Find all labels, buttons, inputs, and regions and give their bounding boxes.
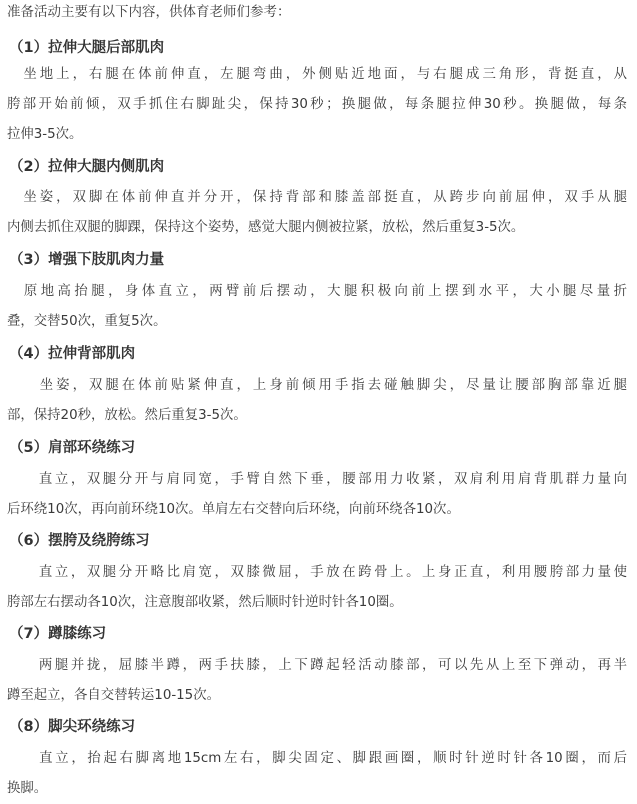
section-title-4: （4）拉伸背部肌肉	[9, 346, 136, 362]
section-body-7	[7, 651, 627, 711]
section-body-8	[7, 744, 627, 804]
section-body-2	[7, 183, 627, 243]
body-line: 直立，双腿分开略比肩宽，双膝微屈，手放在跨骨上。上身正直，利用腰胯部力量使	[7, 565, 627, 580]
section-body-4	[7, 371, 627, 431]
body-line: 坐姿，双脚在体前伸直并分开，保持背部和膝盖部挺直，从跨步向前屈伸，双手从腿	[7, 190, 627, 205]
body-line: 换脚。	[7, 781, 48, 796]
body-line: 后环绕10次，再向前环绕10次。单肩左右交替向后环绕，向前环绕各10次。	[7, 502, 460, 517]
body-line: 坐姿，双腿在体前贴紧伸直，上身前倾用手指去碰触脚尖，尽量让腰部胸部靠近腿	[7, 378, 627, 393]
body-line: 部，保持20秒，放松。然后重复3-5次。	[7, 408, 247, 423]
section-title-2: （2）拉伸大腿内侧肌肉	[9, 159, 165, 175]
section-title-8: （8）脚尖环绕练习	[9, 719, 136, 735]
section-title-6: （6）摆胯及绕胯练习	[9, 533, 150, 549]
body-line: 坐地上，右腿在体前伸直，左腿弯曲，外侧贴近地面，与右腿成三角形，背挺直，从	[7, 67, 627, 82]
section-body-1	[7, 60, 627, 150]
body-line: 叠，交替50次，重复5次。	[7, 314, 167, 329]
body-line: 直立，抬起右脚离地15cm左右，脚尖固定、脚跟画圈，顺时针逆时针各10圈，而后	[7, 751, 627, 766]
section-body-6	[7, 558, 627, 618]
section-body-5	[7, 465, 627, 525]
body-line: 直立，双腿分开与肩同宽，手臂自然下垂，腰部用力收紧，双肩利用肩背肌群力量向	[7, 472, 627, 487]
body-line: 内侧去抓住双腿的脚踝，保持这个姿势，感觉大腿内侧被拉紧，放松，然后重复3-5次。	[7, 220, 525, 235]
intro-text: 准备活动主要有以下内容，供体育老师们参考：	[7, 4, 291, 20]
body-line: 胯部左右摆动各10次，注意腹部收紧，然后顺时针逆时针各10圈。	[7, 595, 403, 610]
section-body-3	[7, 277, 627, 337]
body-line: 拉伸3-5次。	[7, 127, 83, 142]
body-line: 蹲至起立，各自交替转运10-15次。	[7, 688, 220, 703]
section-title-7: （7）蹲膝练习	[9, 626, 107, 642]
section-title-5: （5）肩部环绕练习	[9, 440, 136, 456]
body-line: 两腿并拢，屈膝半蹲，两手扶膝，上下蹲起轻活动膝部，可以先从上至下弹动，再半	[7, 658, 627, 673]
body-line: 原地高抬腿，身体直立，两臂前后摆动，大腿积极向前上摆到水平，大小腿尽量折	[7, 284, 627, 299]
body-line: 胯部开始前倾，双手抓住右脚趾尖，保持30秒；换腿做，每条腿拉伸30秒。换腿做，每条	[7, 97, 627, 112]
section-title-3: （3）增强下肢肌肉力量	[9, 252, 165, 268]
section-title-1: （1）拉伸大腿后部肌肉	[9, 40, 165, 56]
